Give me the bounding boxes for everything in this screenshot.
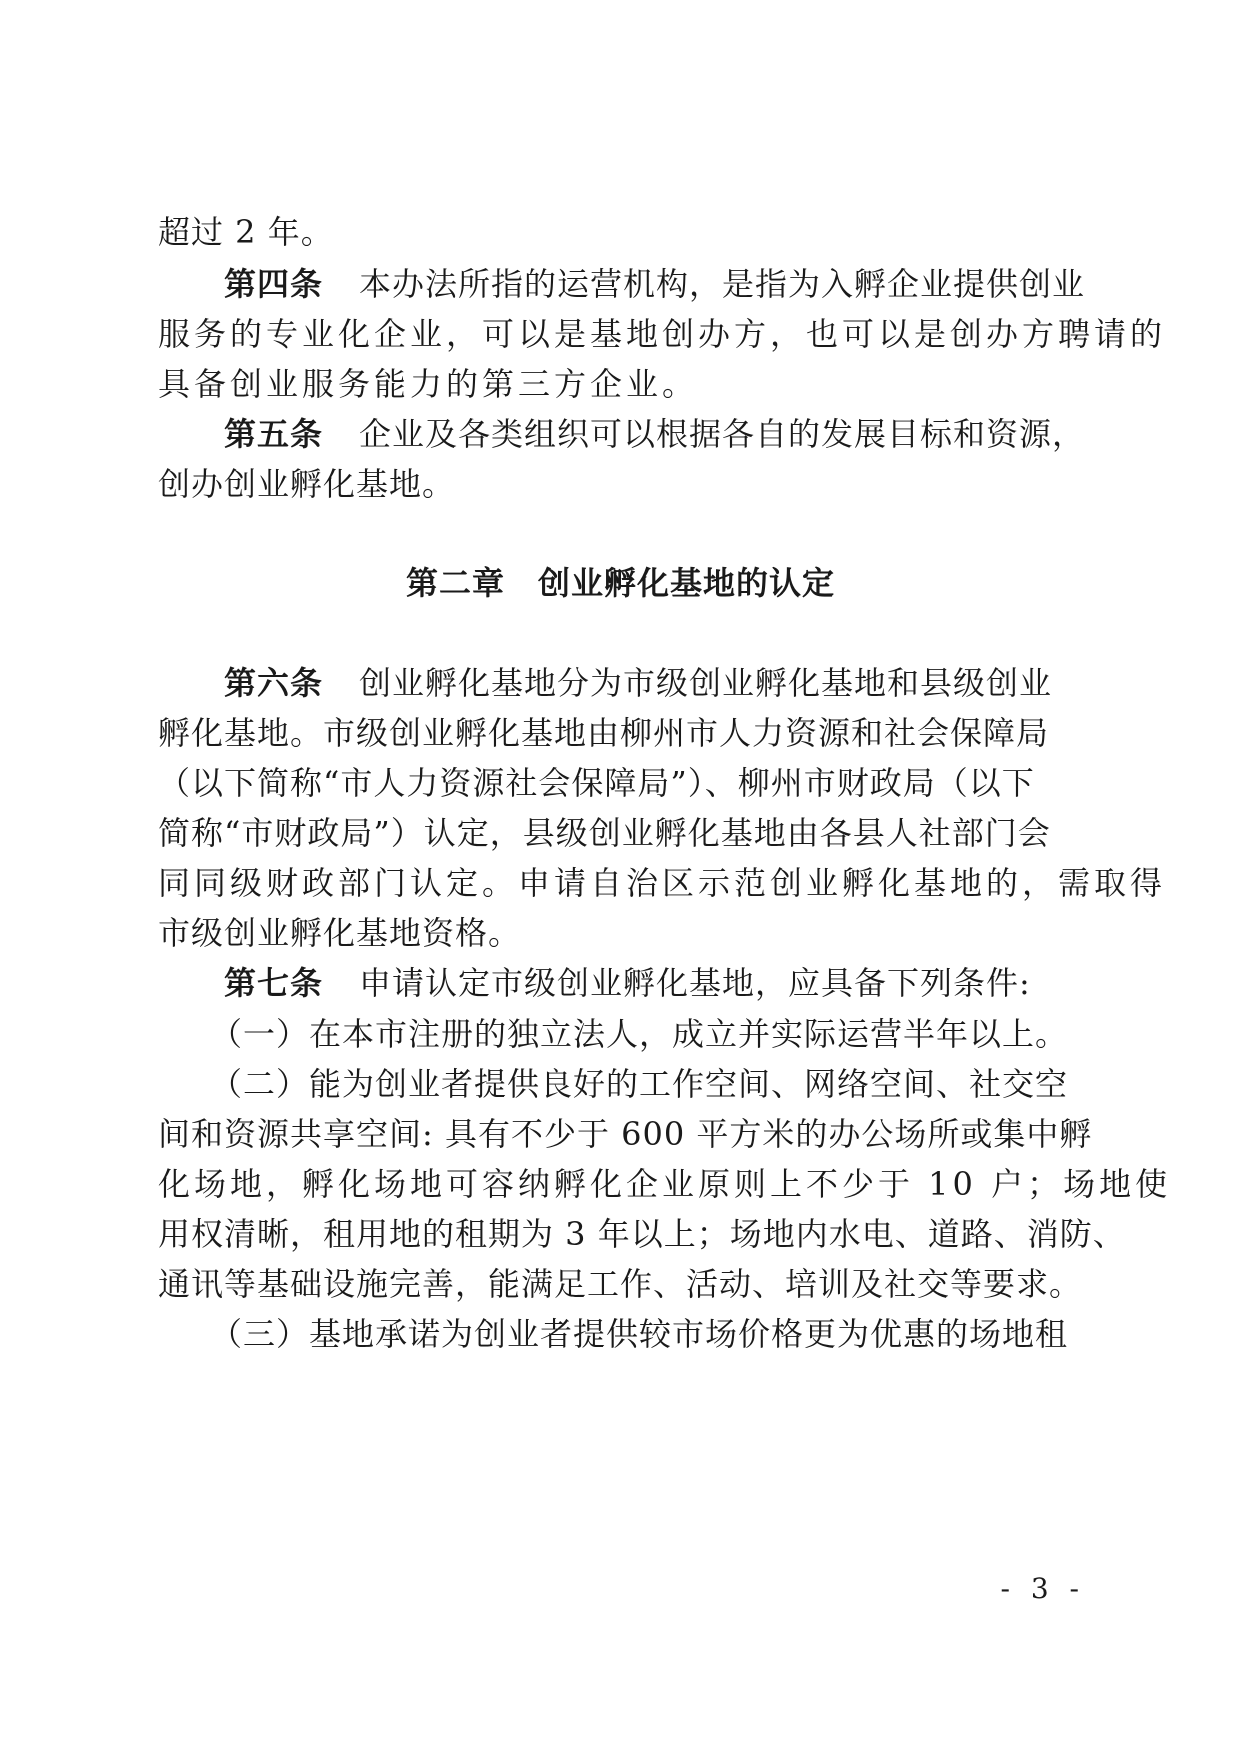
text-line: 化场地，孵化场地可容纳孵化企业原则上不少于 10 户；场地使 <box>158 1165 1172 1203</box>
text-line: 简称“市财政局”）认定，县级创业孵化基地由各县人社部门会 <box>158 814 1051 852</box>
text-line: 孵化基地。市级创业孵化基地由柳州市人力资源和社会保障局 <box>158 714 1050 752</box>
article-6-first-line: 第六条 创业孵化基地分为市级创业孵化基地和县级创业 <box>224 664 1053 702</box>
article-4-first-line: 第四条 本办法所指的运营机构，是指为入孵企业提供创业 <box>224 265 1086 303</box>
page-number: - 3 - <box>1000 1572 1085 1605</box>
article-label: 第四条 <box>224 265 324 303</box>
list-item: （二）能为创业者提供良好的工作空间、网络空间、社交空 <box>210 1065 1069 1103</box>
text-line: 市级创业孵化基地资格。 <box>158 914 522 952</box>
list-item: （三）基地承诺为创业者提供较市场价格更为优惠的场地租 <box>210 1315 1069 1353</box>
text-line: 用权清晰，租用地的租期为 3 年以上；场地内水电、道路、消防、 <box>158 1215 1126 1253</box>
text-line: 具备创业服务能力的第三方企业。 <box>158 365 699 403</box>
article-5-first-line: 第五条 企业及各类组织可以根据各自的发展目标和资源， <box>224 415 1086 453</box>
text-line: 同同级财政部门认定。申请自治区示范创业孵化基地的，需取得 <box>158 864 1167 902</box>
article-label: 第七条 <box>224 964 324 1002</box>
text-line: 间和资源共享空间: 具有不少于 600 平方米的办公场所或集中孵 <box>158 1115 1093 1153</box>
text-line: 通讯等基础设施完善，能满足工作、活动、培训及社交等要求。 <box>158 1265 1083 1303</box>
text-line: 创办创业孵化基地。 <box>158 465 456 503</box>
article-label: 第六条 <box>224 664 324 702</box>
article-label: 第五条 <box>224 415 324 453</box>
text-line: 服务的专业化企业，可以是基地创办方，也可以是创办方聘请的 <box>158 315 1167 353</box>
text-line: （以下简称“市人力资源社会保障局”）、柳州市财政局（以下 <box>158 764 1035 802</box>
list-item: （一）在本市注册的独立法人，成立并实际运营半年以上。 <box>210 1015 1069 1053</box>
article-7-first-line: 第七条 申请认定市级创业孵化基地，应具备下列条件: <box>224 964 1031 1002</box>
text-line: 超过 2 年。 <box>158 213 334 251</box>
chapter-title: 第二章 创业孵化基地的认定 <box>405 564 835 602</box>
